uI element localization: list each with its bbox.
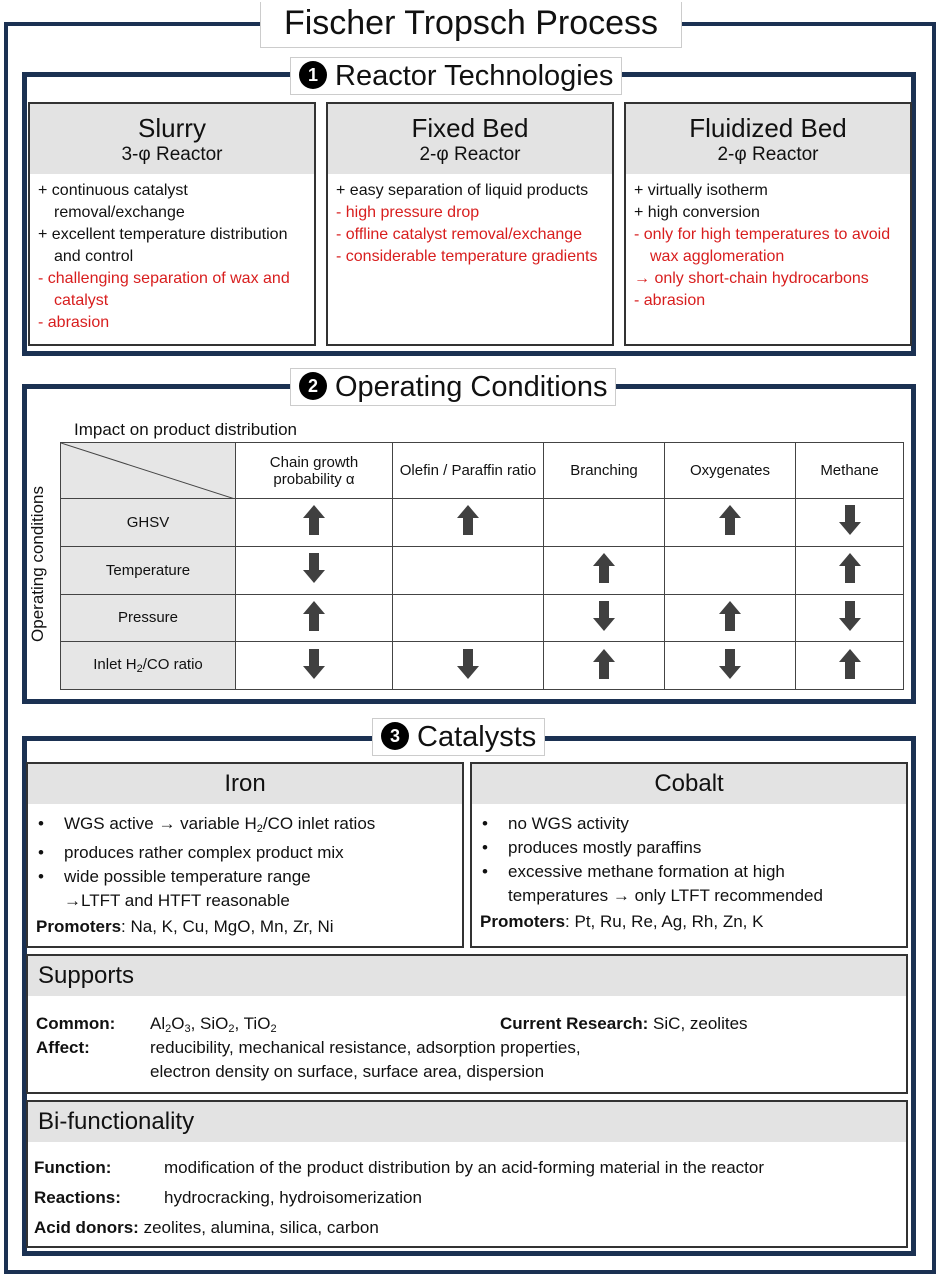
list-item — [482, 860, 898, 908]
promoters-value: : Na, K, Cu, MgO, Mn, Zr, Ni — [121, 917, 334, 936]
value-sub: 2 — [165, 1023, 172, 1035]
label-text: Current Research: — [500, 1014, 649, 1033]
reactions-label — [34, 1186, 121, 1210]
promoters-label: Promoters — [36, 917, 122, 936]
impact-cell — [236, 594, 393, 642]
label-text: Acid donors: — [34, 1218, 139, 1237]
item-text: →LTFT and HTFT reasonable — [64, 891, 290, 910]
value-text: SiC, zeolites — [648, 1014, 748, 1033]
arrow-up-icon — [303, 601, 325, 631]
item-sub: 2 — [256, 823, 263, 835]
promoters-label: Promoters — [480, 912, 566, 931]
con-item: - abrasion — [38, 314, 110, 331]
value-sub: 3 — [184, 1023, 191, 1035]
impact-cell — [544, 499, 665, 547]
impact-cell — [544, 594, 665, 642]
iron-promoters — [28, 913, 462, 937]
item-text: produces mostly paraffins — [508, 838, 702, 857]
bullet-icon: • — [38, 814, 44, 833]
acid-donors — [34, 1216, 379, 1240]
operating-conditions-table — [60, 442, 904, 690]
cobalt-title: Cobalt — [472, 764, 906, 804]
reactor-feature-list — [30, 174, 314, 334]
value-sub: 2 — [228, 1023, 235, 1035]
impact-cell — [236, 642, 393, 690]
table-row-pressure — [61, 594, 904, 642]
impact-label: Impact on product distribution — [74, 420, 298, 439]
bullet-icon: • — [482, 814, 488, 833]
value-sub: 2 — [270, 1023, 277, 1035]
con-item: - considerable temperature gradients — [336, 248, 598, 265]
reactor-card-header — [626, 104, 910, 174]
corner-diagonal — [61, 443, 235, 499]
reactor-name: Fixed Bed — [411, 113, 529, 143]
impact-cell — [393, 499, 544, 547]
reactor-title-text: Reactor Technologies — [335, 60, 614, 92]
impact-cell — [236, 499, 393, 547]
value-text: electron density on surface, surface area, dispersion — [150, 1062, 545, 1081]
page-title: Fischer Tropsch Process — [260, 2, 682, 48]
number-badge-1: 1 — [299, 61, 327, 89]
list-item — [38, 812, 454, 841]
bifunctionality-title: Bi-functionality — [28, 1102, 906, 1142]
cobalt-feature-list — [472, 804, 906, 908]
row-header: Temperature — [61, 546, 236, 594]
item-text: excessive methane formation at high — [508, 862, 785, 881]
number-badge-2: 2 — [299, 372, 327, 400]
con-item: - only for high temperatures to avoid wax agglomeration — [634, 226, 891, 265]
supports-card — [26, 954, 908, 1094]
value-text: , SiO — [190, 1014, 229, 1033]
arrow-up-icon — [839, 553, 861, 583]
column-header: Methane — [796, 443, 904, 499]
arrow-up-icon — [839, 649, 861, 679]
function-label — [34, 1156, 111, 1180]
row-label-sub: 2 — [136, 663, 143, 676]
cobalt-promoters — [472, 908, 906, 932]
item-text: WGS active → variable H — [64, 814, 257, 833]
item-text: /CO inlet ratios — [262, 814, 376, 833]
arrow-up-icon — [593, 649, 615, 679]
reactor-card-header — [30, 104, 314, 174]
table-header-row — [61, 443, 904, 499]
impact-cell — [236, 546, 393, 594]
bullet-icon: • — [38, 867, 44, 886]
label-text: Reactions: — [34, 1188, 121, 1207]
list-item — [38, 841, 454, 865]
reactor-feature-list — [328, 174, 612, 268]
iron-title: Iron — [28, 764, 462, 804]
pro-item: + easy separation of liquid products — [336, 182, 589, 199]
impact-cell — [796, 499, 904, 547]
arrow-up-icon — [719, 505, 741, 535]
list-item — [482, 812, 898, 836]
supports-title: Supports — [28, 956, 906, 996]
row-header: GHSV — [61, 499, 236, 547]
impact-cell — [544, 546, 665, 594]
con-item: - offline catalyst removal/exchange — [336, 226, 583, 243]
arrow-down-icon — [303, 553, 325, 583]
value-text: zeolites, alumina, silica, carbon — [138, 1218, 379, 1237]
reactor-name: Slurry — [138, 113, 206, 143]
arrow-down-icon — [839, 505, 861, 535]
column-header: Chain growth probability α — [236, 443, 393, 499]
pro-item: + high conversion — [634, 204, 760, 221]
arrow-down-icon — [719, 649, 741, 679]
impact-cell — [544, 642, 665, 690]
pro-item: + excellent temperature distribution and control — [38, 226, 288, 265]
con-item: - challenging separation of wax and catalyst — [38, 270, 290, 309]
bullet-icon: • — [482, 838, 488, 857]
number-badge-3: 3 — [381, 722, 409, 750]
reactions-value: hydrocracking, hydroisomerization — [164, 1188, 422, 1207]
impact-cell — [796, 594, 904, 642]
catalysts-title-text: Catalysts — [417, 721, 537, 753]
supports-affect-label — [36, 1036, 90, 1060]
con-item: - abrasion — [634, 292, 706, 309]
arrow-up-icon — [593, 553, 615, 583]
reactor-section-title — [290, 57, 622, 95]
con-item: → only short-chain hydrocarbons — [634, 270, 869, 287]
reactor-card-fluidized-bed — [624, 102, 912, 346]
impact-cell — [796, 642, 904, 690]
supports-common-label — [36, 1012, 115, 1036]
impact-cell — [665, 642, 796, 690]
row-label-part: Inlet H — [93, 656, 137, 674]
supports-affect-value — [150, 1036, 581, 1084]
reactor-phase: 2-φ Reactor — [717, 144, 819, 165]
bullet-icon: • — [482, 862, 488, 881]
row-header — [61, 642, 236, 690]
reactor-name: Fluidized Bed — [689, 113, 847, 143]
arrow-up-icon — [303, 505, 325, 535]
reactor-card-fixed-bed — [326, 102, 614, 346]
item-text: produces rather complex product mix — [64, 843, 344, 862]
pro-item: + virtually isotherm — [634, 182, 768, 199]
reactor-card-header — [328, 104, 612, 174]
function-value: modification of the product distribution by an acid-forming material in the reactor — [164, 1158, 765, 1177]
item-text: no WGS activity — [508, 814, 629, 833]
table-row-ghsv — [61, 499, 904, 547]
arrow-down-icon — [593, 601, 615, 631]
value-text: , TiO — [234, 1014, 271, 1033]
list-item — [38, 865, 454, 913]
reactor-feature-list — [626, 174, 910, 312]
iron-feature-list — [28, 804, 462, 913]
impact-cell — [665, 499, 796, 547]
operating-axis-label: Operating conditions — [28, 486, 47, 642]
corner-cell — [61, 443, 236, 499]
pro-item: + continuous catalyst removal/exchange — [38, 182, 188, 221]
column-header: Oxygenates — [665, 443, 796, 499]
arrow-up-icon — [457, 505, 479, 535]
row-label-part: /CO ratio — [142, 656, 203, 674]
reactor-phase: 2-φ Reactor — [419, 144, 521, 165]
row-header: Pressure — [61, 594, 236, 642]
bullet-icon: • — [38, 843, 44, 862]
impact-cell — [393, 642, 544, 690]
table-row-inlet-ratio — [61, 642, 904, 690]
item-text: wide possible temperature range — [64, 867, 311, 886]
arrow-down-icon — [457, 649, 479, 679]
operating-title-text: Operating Conditions — [335, 371, 608, 403]
value-text: Al — [150, 1014, 166, 1033]
value-text: reducibility, mechanical resistance, adsorption properties, — [150, 1038, 581, 1057]
impact-cell — [665, 594, 796, 642]
table-row-temperature — [61, 546, 904, 594]
arrow-down-icon — [303, 649, 325, 679]
bifunctionality-card — [26, 1100, 908, 1248]
catalysts-section-title — [372, 718, 545, 756]
supports-research — [500, 1012, 748, 1036]
label-text: Affect: — [36, 1038, 90, 1057]
column-header: Olefin / Paraffin ratio — [393, 443, 544, 499]
reactor-card-slurry — [28, 102, 316, 346]
impact-cell — [796, 546, 904, 594]
impact-cell — [393, 594, 544, 642]
label-text: Function: — [34, 1158, 112, 1177]
cobalt-card — [470, 762, 908, 948]
impact-cell — [665, 546, 796, 594]
label-text: Common: — [36, 1014, 116, 1033]
arrow-down-icon — [839, 601, 861, 631]
arrow-up-icon — [719, 601, 741, 631]
promoters-value: : Pt, Ru, Re, Ag, Rh, Zn, K — [565, 912, 764, 931]
list-item — [482, 836, 898, 860]
operating-section-title — [290, 368, 616, 406]
con-item: - high pressure drop — [336, 204, 480, 221]
reactor-phase: 3-φ Reactor — [121, 144, 223, 165]
column-header: Branching — [544, 443, 665, 499]
iron-card — [26, 762, 464, 948]
impact-cell — [393, 546, 544, 594]
value-text: O — [171, 1014, 185, 1033]
item-text: temperatures → only LTFT recommended — [508, 886, 823, 905]
